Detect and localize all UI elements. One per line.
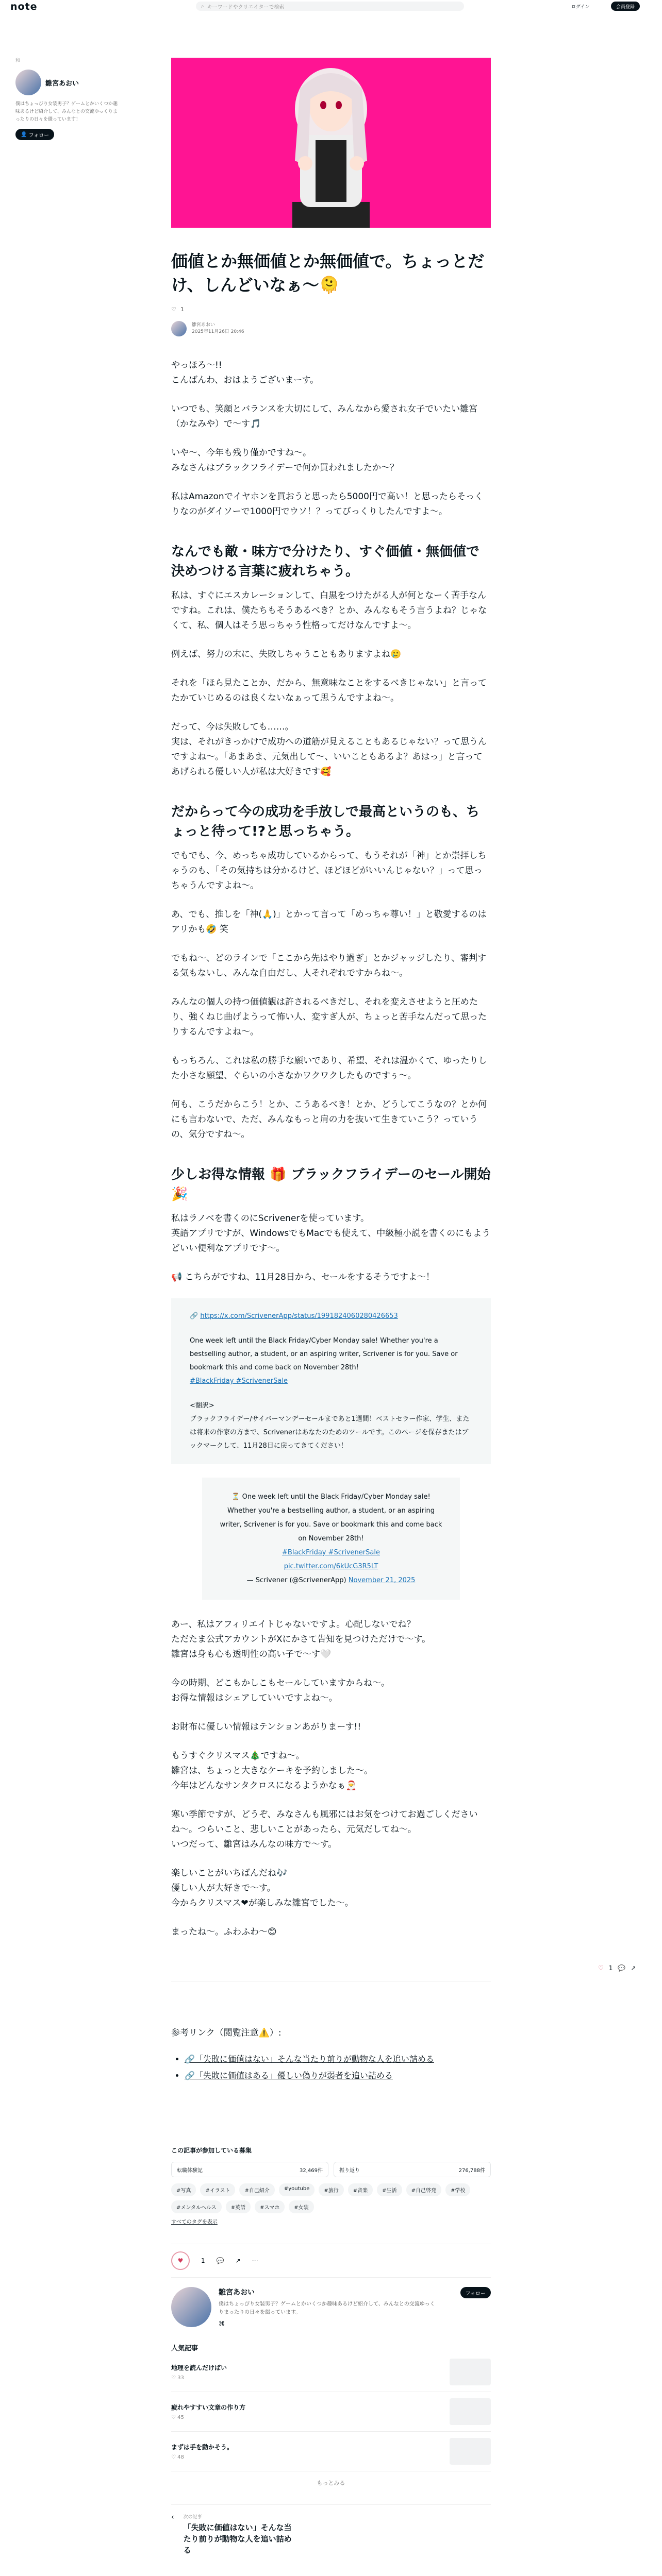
list-item: [185, 2051, 491, 2067]
tags-title: この記事が参加している募集: [171, 2147, 252, 2154]
quote-translation-head: <翻訳>: [190, 1402, 214, 1410]
like-button[interactable]: [171, 2251, 190, 2270]
search-placeholder: キーワードやクリエイターで検索: [207, 4, 285, 10]
paragraph: 私はAmazonでイヤホンを買おうと思ったら5000円で高い！と思ったらそっくりなのがダイソーで1000円でウソ！？ってびっくりしたんですよ〜。: [171, 492, 483, 517]
paragraph: いや〜、今年も残り僅かですね〜。 みなさんはブラックフライデーで何か買われましたか〜？: [171, 448, 399, 473]
next-title: 「失敗に価値はない」そんな当たり前りが動物な人を追い詰める: [183, 2523, 292, 2555]
chevron-left-icon: ‹: [171, 2513, 174, 2521]
hero-image: [171, 58, 491, 228]
embedded-tweet[interactable]: [202, 1478, 460, 1600]
magazine-name: 転職体験記: [177, 2167, 203, 2174]
popular-item-title: まずは手を動かそう。: [171, 2444, 234, 2451]
author-avatar[interactable]: [171, 321, 187, 336]
heart-icon: ♡: [171, 2454, 176, 2460]
popular-item-likes: 48: [177, 2454, 184, 2460]
refs-list: [171, 2051, 491, 2084]
paragraph: 今の時期、どこもかしこもセールしていますからね〜。 お得な情報はシェアしていいですよね〜。: [171, 1678, 390, 1703]
magazine-count: 276,788件: [458, 2167, 485, 2174]
like-count: 1: [201, 2257, 205, 2264]
tweet-hashtags[interactable]: #BlackFriday #ScrivenerSale: [282, 1549, 380, 1556]
tag[interactable]: #youtube: [279, 2183, 315, 2196]
share-icon[interactable]: ↗: [235, 2257, 241, 2264]
global-header: [0, 0, 662, 11]
avatar[interactable]: [15, 70, 41, 95]
article: [171, 58, 491, 2556]
search-input[interactable]: [196, 2, 464, 11]
tweet-date-link[interactable]: November 21, 2025: [348, 1577, 416, 1584]
follow-label: フォロー: [465, 2291, 486, 2297]
paragraph: 寒い季節ですが、どうぞ、みなさんも風邪にはお気をつけてお過ごしくださいね〜。つらいこと、悲しいことがあったら、元気だしてね〜。 いつだって、雛宮はみんなの味方で〜す。: [171, 1809, 478, 1850]
thumbnail: [450, 2359, 491, 2385]
author-bio: 僕はちょっぴり女装男子？ゲームとかいくつか趣味あるけど紹介して、みんなとの交流ゆっくりまったりの日々を綴っています！: [15, 101, 118, 122]
quote-translation: ブラックフライデー/サイバーマンデーセールまであと1週間！ベストセラー作家、学生、または将来の作家の方まで、Scrivenerはあなたのためのツールです。このページを保存またはブックマークして、11月28日に戻ってきてください！: [190, 1415, 470, 1450]
more-icon[interactable]: ⋯: [252, 2257, 258, 2264]
tag[interactable]: #旅行: [319, 2183, 343, 2196]
tag[interactable]: #音楽: [348, 2183, 373, 2196]
ref-link[interactable]: 🔗「失敗に価値はある」優しい偽りが弱者を追い詰める: [185, 2071, 393, 2080]
refs-title: 参考リンク（閲覧注意⚠️）:: [171, 2028, 282, 2038]
heart-icon: ♡: [171, 2415, 176, 2420]
popular-section: [171, 2343, 491, 2487]
magazine-card[interactable]: [334, 2162, 491, 2177]
follow-button[interactable]: [15, 129, 54, 140]
all-tags-link[interactable]: すべてのタグを表示: [171, 2219, 218, 2225]
author-name[interactable]: 雛宮あおい: [45, 79, 79, 88]
login-button[interactable]: ログイン: [571, 4, 590, 10]
floating-actions: [598, 1964, 636, 1972]
paragraph: 何も、こうだからこう！とか、こうあるべき！とか、どうしてこうなの？とか何にも言わないで、ただ、みんなもっと肩の力を抜いて生きていこう？っていうの、気分ですね〜。: [171, 1099, 487, 1140]
action-bar: [171, 2244, 491, 2278]
popular-item-title: 地理を読んだけばい: [171, 2364, 227, 2371]
heart-icon: ♡: [171, 2375, 176, 2381]
paragraph: みんなの個人の持つ価値観は許されるべきだし、それを変えさせようと圧めたり、強くねじ曲げようって怖い人、変すぎ人が、ちょっと苦手なんだって思ったりするんですよね〜。: [171, 997, 487, 1037]
rss-icon[interactable]: ⌘: [219, 2320, 225, 2327]
sidebar: [15, 57, 119, 140]
heart-icon: ♥: [177, 2257, 184, 2264]
paragraph: だって、今は失敗しても……。 実は、それがきっかけで成功への道筋が見えることもあるじゃない？って思うんですよね〜。「あまあま、元気出して〜、いいこともあるよ？あはっ」と言ってあげられる優しい人が私は大好きです🥰: [171, 722, 487, 777]
thumbnail: [450, 2438, 491, 2465]
paragraph: 例えば、努力の末に、失敗しちゃうこともありますよね🥲: [171, 649, 402, 659]
paragraph: 📢 こちらがですね、11月28日から、セールをするそうですよ〜！: [171, 1272, 435, 1282]
next-article[interactable]: [171, 2504, 491, 2556]
paragraph: もっちろん、これは私の勝手な願いであり、希望、それは温かくて、ゆったりした小さな願望、ぐらいの小さなかワクワクしたものですぅ〜。: [171, 1056, 487, 1081]
search-icon: ⌕: [201, 3, 204, 9]
like-count: 1: [180, 306, 184, 313]
hashtag-links[interactable]: #BlackFriday #ScrivenerSale: [190, 1377, 288, 1385]
magazine-count: 32,469件: [300, 2167, 323, 2174]
tags-section: [171, 2146, 491, 2225]
follow-label: フォロー: [28, 132, 49, 139]
paragraph: それを「ほら見たことか、だから、無意味なことをするべきじゃない」と言ってたかていじめるのは良くないなぁって思うんですよね〜。: [171, 678, 487, 703]
section-heading: だからって今の成功を手放しで最高というのも、ちょっと待って!?と思っちゃう。: [171, 804, 480, 839]
tweet-text: ⏳ One week left until the Black Friday/Cyber Monday sale! Whether you're a bestselling author, a student, or an aspiring writer, Scrivener is for you. Save or bookmark this and come back on November 28th!: [220, 1493, 442, 1543]
list-item: [185, 2067, 491, 2084]
author-row: [171, 321, 491, 336]
comment-icon[interactable]: 💬: [216, 2257, 224, 2264]
paragraph: お財布に優しい情報はテンションあがりまーす!!: [171, 1722, 361, 1732]
float-like-count: 1: [608, 1964, 613, 1972]
publish-date: 2025年11月26日 20:46: [192, 329, 244, 334]
tag[interactable]: #自己紹介: [239, 2183, 274, 2196]
paragraph: いつでも、笑顔とバランスを大切にして、みんなから愛され女子でいたい雛宮（かなみや）で〜す🎵: [171, 404, 478, 429]
next-label: 次の記事: [183, 2515, 202, 2520]
paragraph: 私はラノベを書くのにScrivenerを使っています。 英語アプリですが、WindowsでもMacでも使えて、中級極小説を書くのにもようどいい便利なアプリです〜。: [171, 1213, 491, 1253]
section-heading: 少しお得な情報 🎁 ブラックフライデーのセール開始 🎉: [171, 1167, 491, 1202]
tweet-author: — Scrivener (@ScrivenerApp): [246, 1577, 346, 1584]
signup-button[interactable]: 会員登録: [611, 2, 640, 11]
popular-item-likes: 45: [177, 2415, 184, 2420]
heart-icon[interactable]: ♡: [171, 306, 176, 313]
share-icon[interactable]: ↗: [631, 1964, 636, 1972]
quote-english: One week left until the Black Friday/Cyber Monday sale! Whether you're a bestselling author, a student, or an aspiring writer, Scrivener is for you. Save or bookmark this and come back on November 28th!: [190, 1337, 458, 1371]
list-item[interactable]: [171, 2352, 491, 2392]
author-name[interactable]: 雛宮あおい: [219, 2289, 255, 2297]
tag-list: [171, 2183, 491, 2213]
paragraph: あー、私はアフィリエイトじゃないですよ。心配しないでね？ ただたま公式アカウントがXにかさて告知を見つけただけで〜す。 雛宮は身も心も透明性の高い子で〜す🤍: [171, 1619, 431, 1659]
person-add-icon: 👤: [21, 131, 27, 138]
magazine-name: 振り返り: [339, 2167, 360, 2174]
paragraph: 楽しいことがいちばんだね🎶 優しい人が大好きで〜す。 今からクリスマス❤が楽しみな雛宮でした〜。: [171, 1868, 354, 1908]
author-card: [171, 2287, 491, 2327]
tag[interactable]: #英語: [226, 2200, 251, 2213]
tag[interactable]: #自己啓発: [406, 2183, 441, 2196]
popular-item-title: 疲れやすすい文章の作り方: [171, 2404, 246, 2411]
author-name-small[interactable]: 雛宮あおい: [192, 323, 216, 328]
paragraph: まったね〜。ふわふわ〜😊: [171, 1927, 277, 1937]
popular-item-likes: 33: [177, 2375, 184, 2381]
tag[interactable]: #写真: [171, 2183, 196, 2196]
paragraph: でもね〜、どのラインで「ここから先はやり過ぎ」とかジャッジしたり、審判する気もないし、みんな自由だし、人それぞれですからね〜。: [171, 953, 487, 978]
ref-link[interactable]: 🔗「失敗に価値はない」そんな当たり前りが動物な人を追い詰める: [185, 2054, 434, 2064]
article-body: [171, 358, 491, 2084]
tag[interactable]: #スマホ: [255, 2200, 285, 2213]
list-item[interactable]: [171, 2432, 491, 2471]
x-status-link[interactable]: https://x.com/ScrivenerApp/status/1991824060280426653: [200, 1312, 398, 1320]
sidebar-label: 和: [15, 58, 21, 63]
paragraph: でもでも、今、めっちゃ成功しているからって、もうそれが「神」とか崇拝しちゃうのも、「その気持ちは分かるけど、ほどほどがいいんじゃない？」って思っちゃうんですよね〜。: [171, 851, 487, 891]
paragraph: あ、でも、推しを「神(🙏)」とかって言って「めっちゃ尊い！」と敬愛するのはアリかも🤣 笑: [171, 909, 487, 935]
paragraph: やっほろ〜!! こんばんわ、おはようございまーす。: [171, 360, 319, 385]
tag[interactable]: #生活: [377, 2183, 402, 2196]
tag[interactable]: #イラスト: [200, 2183, 235, 2196]
note-logo[interactable]: note: [10, 1, 38, 12]
follow-button[interactable]: [460, 2287, 491, 2298]
quote-block: 🔗 https://x.com/ScrivenerApp/status/1991824060280426653 One week left until the Black Friday/Cyber Monday sale! Whether you're a bestselling author, a student, or an aspiring writer, Scrivener is for you. Save or bookmark this and come back on November 28th! #BlackFriday #ScrivenerSale <翻訳> ブラックフライデー/サイバーマンデーセールまであと1週間！ベストセラー作家、学生、または将来の作家の方まで、Scrivenerはあなたのためのツールです。このページを保存またはブックマークして、11月28日に戻ってきてください！: [171, 1298, 491, 1464]
article-title: 価値とか無価値とか無価値で。ちょっとだけ、しんどいなぁ〜🫠: [171, 251, 485, 295]
tweet-pic-link[interactable]: pic.twitter.com/6kUcG3R5LT: [284, 1563, 378, 1570]
tag[interactable]: #学校: [445, 2183, 470, 2196]
thumbnail: [450, 2398, 491, 2425]
character-illustration: [171, 58, 491, 228]
popular-title: 人気記事: [171, 2345, 198, 2352]
section-heading: なんでも敵・味方で分けたり、すぐ価値・無価値で決めつける言葉に疲れちゃう。: [171, 544, 480, 579]
comment-icon[interactable]: 💬: [618, 1964, 626, 1972]
tag[interactable]: #メンタルヘルス: [171, 2200, 222, 2213]
tag[interactable]: #女装: [289, 2200, 313, 2213]
list-item[interactable]: [171, 2392, 491, 2432]
paragraph: もうすぐクリスマス🎄ですね〜。 雛宮は、ちょっと大きなケーキを予約しました〜。 今年はどんなサンタクロスになるようかなぁ🎅: [171, 1751, 373, 1791]
heart-icon[interactable]: ♡: [598, 1964, 604, 1972]
like-row: [171, 306, 491, 313]
see-more-link[interactable]: もっとみる: [317, 2480, 345, 2486]
author-bio: 僕はちょっぴり女装男子？ゲームとかいくつか趣味あるけど紹介して、みんなとの交流ゆっくりまったりの日々を綴っています。: [219, 2301, 435, 2315]
paragraph: 私は、すぐにエスカレーションして、白黒をつけたがる人が何となーく苦手なんですね。これは、僕たちもそうあるべき？とか、みんなもそう言うよね？じゃなくて、私、個人はそう思っちゃう性格ってだけなんですよ〜。: [171, 590, 487, 631]
author-avatar-large[interactable]: [171, 2287, 211, 2327]
magazine-card[interactable]: [171, 2162, 328, 2177]
